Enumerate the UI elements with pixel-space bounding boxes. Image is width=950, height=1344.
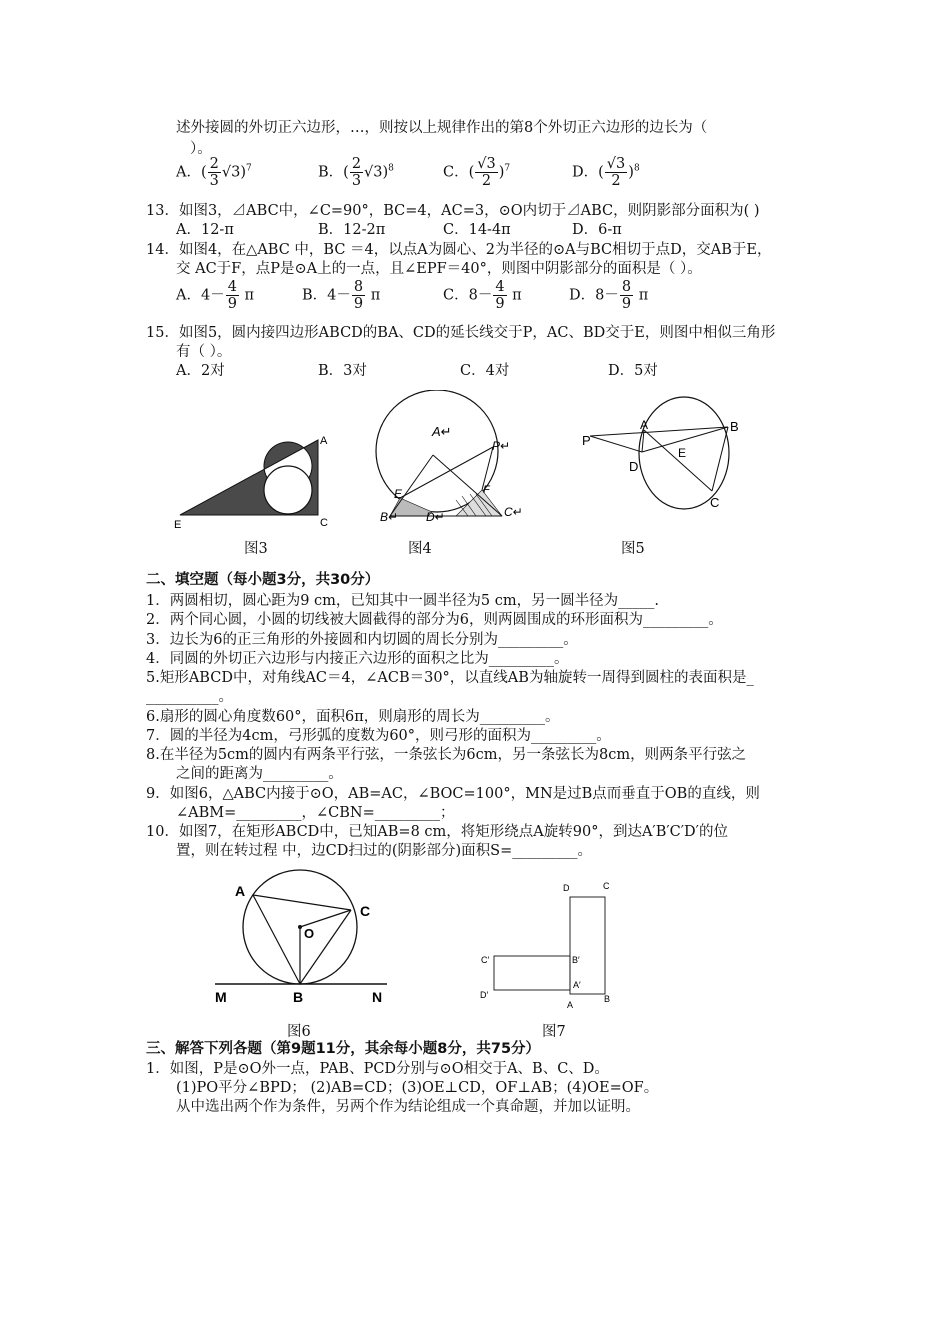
fig7-label-a-prime: A′ — [573, 980, 581, 990]
section2-heading: 二、填空题（每小题3分，共30分） — [146, 572, 380, 588]
s2-item-10: 10．如图7，在矩形ABCD中，已知AB=8 cm，将矩形绕点A旋转90°，到达A′B′C′D′的位 — [146, 824, 728, 840]
fig3-label-c: C — [320, 517, 328, 529]
q14-line1: 14．如图4，在△ABC 中，BC ＝4，以点A为圆心、2为半径的⊙A与BC相切于点D，交AB于E， — [146, 242, 772, 258]
fig4-label-a: A↵ — [432, 424, 452, 439]
q14-option-a: A．4－ $\frac{4}{9}$ π — [176, 279, 255, 312]
fig7-label-c: C — [603, 881, 610, 891]
fig4-caption: 图4 — [408, 541, 432, 557]
figure-3 — [170, 430, 340, 535]
fig4-label-e: E — [394, 487, 403, 501]
q12-option-b: B．( $\frac{2}{3}$ √3)$^8$ — [318, 156, 394, 189]
fig7-label-b-prime: B′ — [572, 955, 580, 965]
fig4-label-c: C↵ — [504, 505, 523, 519]
fig4-label-f: F — [483, 484, 490, 496]
s3-item-1-instruction: 从中选出两个作为条件，另两个作为结论组成一个真命题，并加以证明。 — [176, 1099, 640, 1115]
s3-item-1: 1．如图，P是⊙O外一点，PAB、PCD分别与⊙O相交于A、B、C、D。 — [146, 1061, 609, 1077]
fig7-label-d: D — [563, 883, 570, 893]
s2-item-2: 2．两个同心圆，小圆的切线被大圆截得的部分为6，则两圆围成的环形面积为_________。 — [146, 612, 723, 628]
s2-item-10-cont: 置，则在转过程 中，边CD扫过的(阴影部分)面积S=_________。 — [176, 843, 592, 859]
q15-line2: 有（ ）。 — [176, 344, 232, 360]
s3-item-1-conditions: (1)PO平分∠BPD； (2)AB=CD；(3)OE⊥CD，OF⊥AB；(4)OE=OF。 — [176, 1080, 659, 1096]
q12-option-c: C．( $\frac{√3}{2}$ )$^7$ — [443, 156, 511, 189]
fig4-label-p: P↵ — [492, 439, 511, 453]
fig5-label-d: D — [629, 459, 639, 474]
fig6-label-a: A — [235, 883, 246, 899]
s2-item-5-cont: __________。 — [146, 689, 233, 705]
q14-option-b: B．4－ $\frac{8}{9}$ π — [302, 279, 381, 312]
s2-item-9: 9．如图6，△ABC内接于⊙O，AB=AC，∠BOC=100°，MN是过B点而垂直于OB的直线，则 — [146, 786, 760, 802]
q12-option-d: D．( $\frac{√3}{2}$ )$^8$ — [572, 156, 640, 189]
fig4-label-b: B↵ — [380, 510, 399, 524]
fig5-caption: 图5 — [621, 541, 645, 557]
q14-line2: 交 AC于F，点P是⊙A上的一点，且∠EPF＝40°，则图中阴影部分的面积是（ ）。 — [176, 261, 702, 277]
q15-option-d: D．5对 — [608, 363, 658, 379]
fig6-label-n: N — [372, 989, 383, 1005]
figure-4 — [370, 390, 530, 530]
fig5-label-c: C — [710, 495, 720, 510]
s2-item-8: 8.在半径为5cm的圆内有两条平行弦，一条弦长为6cm，另一条弦长为8cm，则两条平行弦之 — [146, 747, 747, 763]
fig6-label-c: C — [360, 903, 371, 919]
fig6-label-o: O — [304, 926, 315, 941]
s2-item-6: 6.扇形的圆心角度数60°，面积6π，则扇形的周长为_________。 — [146, 709, 560, 725]
fig6-label-m: M — [215, 989, 227, 1005]
q13-option-c: C．14-4π — [443, 222, 511, 238]
fig5-label-a: A — [640, 418, 649, 432]
fig6-label-b: B — [293, 989, 304, 1005]
s2-item-5: 5.矩形ABCD中，对角线AC＝4，∠ACB＝30°，以直线AB为轴旋转一周得到圆柱的表面积是_ — [146, 670, 754, 686]
fig7-label-a: A — [567, 1000, 574, 1010]
fig7-label-d-prime: D′ — [480, 990, 489, 1000]
s2-item-7: 7．圆的半径为4cm，弓形弧的度数为60°，则弓形的面积为_________。 — [146, 728, 611, 744]
q13-option-d: D．6-π — [572, 222, 622, 238]
fig5-label-b: B — [730, 419, 739, 434]
section3-heading: 三、解答下列各题（第9题11分，其余每小题8分，共75分） — [146, 1041, 541, 1057]
q14-option-d: D．8－ $\frac{8}{9}$ π — [569, 279, 649, 312]
fig5-label-e: E — [678, 446, 687, 460]
s2-item-3: 3．边长为6的正三角形的外接圆和内切圆的周长分别为_________。 — [146, 632, 578, 648]
s2-item-1: 1．两圆相切，圆心距为9 cm，已知其中一圆半径为5 cm，另一圆半径为_____. — [146, 593, 659, 609]
q15-option-b: B．3对 — [318, 363, 367, 379]
figure-7 — [475, 876, 625, 1016]
fig6-caption: 图6 — [287, 1024, 311, 1040]
fig4-label-d: D↵ — [426, 510, 445, 524]
q13-option-a: A．12-π — [176, 222, 234, 238]
q14-option-c: C．8－ $\frac{4}{9}$ π — [443, 279, 522, 312]
fig5-label-p: P — [582, 433, 591, 448]
fig7-caption: 图7 — [542, 1024, 566, 1040]
figure-5 — [580, 395, 750, 520]
q13-option-b: B．12-2π — [318, 222, 386, 238]
s2-item-9-cont: ∠ABM=_________，∠CBN=_________； — [176, 805, 455, 821]
fig7-label-b: B — [604, 994, 611, 1004]
q15-line1: 15．如图5，圆内接四边形ABCD的BA、CD的延长线交于P，AC、BD交于E，则图中相似三角形 — [146, 325, 776, 341]
fig3-label-a: A — [320, 435, 328, 447]
fig3-label-b: E — [174, 519, 182, 531]
q15-option-c: C．4对 — [460, 363, 510, 379]
q12-line1: 述外接圆的外切正六边形，…，则按以上规律作出的第8个外切正六边形的边长为（ — [176, 120, 708, 136]
q15-option-a: A．2对 — [176, 363, 225, 379]
q13-text: 13．如图3，⊿ABC中，∠C=90°，BC=4，AC=3，⊙O内切于⊿ABC，则阴影部分面积为( ) — [146, 203, 760, 219]
fig3-caption: 图3 — [244, 541, 268, 557]
s2-item-8-cont: 之间的距离为_________。 — [176, 766, 343, 782]
figure-6 — [205, 866, 405, 1006]
fig7-label-c-prime: C′ — [481, 955, 490, 965]
s2-item-4: 4．同圆的外切正六边形与内接正六边形的面积之比为_________。 — [146, 651, 569, 667]
q12-line2: ）。 — [190, 141, 212, 157]
q12-option-a: A．( $\frac{2}{3}$ √3)$^7$ — [176, 156, 252, 189]
